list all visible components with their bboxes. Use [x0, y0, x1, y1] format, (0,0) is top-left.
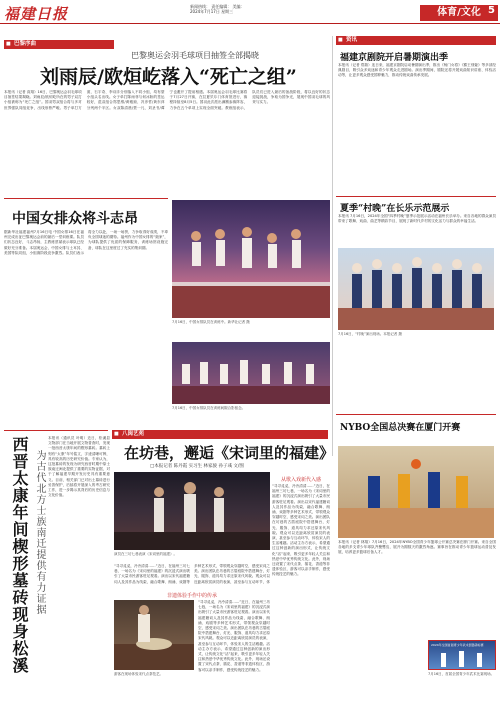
news3-title: NYBO全国总决赛在厦门开赛	[340, 423, 461, 433]
masthead	[0, 0, 500, 24]
tea-photo	[114, 600, 194, 670]
section-rule	[4, 198, 168, 199]
village-gala-photo	[338, 248, 494, 330]
header-meta-line1: 新闻热线： 责任编辑： 美编：	[190, 4, 245, 9]
tag-news: ■ 资讯	[336, 36, 496, 45]
basketball-photo	[338, 446, 494, 538]
page-number: 5	[488, 5, 495, 16]
feature-byline: □本报记者 陈丹霞 实习生 林家骏 孙子彧 文/图	[150, 464, 244, 469]
header-date: 2024年7月17日 星期三	[190, 9, 234, 14]
lead-article-body: 本报讯（记者 高翔）16日，巴黎奥运会羽毛球项目抽签结果揭晓。刘雨辰/欧烜屹所在的男子双打小组被称为“死亡之组”。国羽男双组合将与多对世界强队同组竞争，出线形势严峻。男子单打方面，石宇奇、李诗沣分别落入不同小组，均有望小组头名出线。女子单打陈雨菲与何冰娇的签运较好，混双组合郑思维/黄雅琼、冯彦哲/黄东萍分列两个半区。女双陈清晨/贾一凡、刘圣书/谭宁也避开了提前相遇。本届奥运会羽毛球比赛将于7月27日开赛，在拉夏贝尔门体育馆进行，赛程持续至8月5日。国羽此次派出满额参赛阵容，力争在五个单项上实现全面突破。教练组表示，队员们已进入最后的备战阶段，将以良好的状态迎接挑战，争取为国争光，展现中国羽毛球的风采与实力。	[4, 90, 330, 110]
village-gala-illustration	[338, 248, 494, 330]
column-divider	[332, 36, 333, 456]
news1-title: 福建京剧院开启暑期演出季	[340, 53, 449, 63]
news-rule-1	[336, 196, 496, 197]
wushu-photo	[428, 640, 496, 670]
section-label	[420, 5, 498, 21]
volleyball-photo-caption: 7月16日，中国女排队员在训练中。新华社记者 摄	[172, 320, 250, 324]
section-name: 体育/文化	[437, 7, 481, 18]
athletes-illustration	[172, 200, 330, 318]
header-meta	[190, 4, 245, 14]
volleyball-article-body: 据新华社福建福州7月16日电 中国女排16日在福州完成出征巴黎奥运会前的最后一堂训练课。队员们状态良好，斗志昂扬，主教练蔡斌表示球队已经做好充分准备。本届奥运会，中国女排与土耳其、美国等队同组，小组赛阶段竞争激烈。队员们表示将全力以赴，一场一场拼，力争取得好成绩，不辜负全国球迷的期待。福州作为中国女排的“娘家”，为球队提供了优质的保障服务，训练场馆设施完备，球队在这里度过了充实的集训期。	[4, 230, 168, 255]
feature-subhead-1: 从歌入戏新代入感	[280, 477, 321, 483]
performance-illustration	[114, 472, 270, 550]
feature-title: 在坊巷，邂逅《宋词里的福建》	[124, 444, 335, 462]
lead-subtitle: 巴黎奥运会羽毛球项目抽签全部揭晓	[131, 51, 259, 60]
tea-caption: 游客在现场体验宋代点茶技艺。	[114, 672, 163, 676]
team-illustration	[172, 342, 330, 404]
side-story-title: 西晋太康年间楔形墓砖现身松溪	[10, 436, 29, 674]
side-story-body: 本报讯（通讯员 叶明）近日，松溪县文物部门在当地开展文物普查时，发现一批西晋太康年间的楔形墓砖。墓砖上刻有“太康”年号铭文，字迹清晰可辨，具有较高的历史研究价值。专家认为，这批墓砖的发现为研究西晋时期中原士族南迁闽北提供了重要的实物证据，对于了解福建早期开发历史具有重要意义。目前，相关部门已对出土墓砖进行妥善保护，后续将开展深入的考古研究工作，进一步揭示其背后的历史信息与文化价值。	[48, 436, 110, 498]
tag-art: ■ 八闽艺苑	[112, 430, 328, 439]
wushu-caption: 7月16日，首届全国青少年武术比赛现场。	[428, 672, 495, 676]
performance-photo	[114, 472, 270, 550]
feature-subhead-2: 非遗体验手作中的传承	[166, 593, 217, 599]
news-rule-2	[336, 414, 496, 415]
news2-body: 本报讯 7月16日，2024年全国“四季村晚”夏季示范展示活动在福州长乐举办。来自各地的群众演员带来了歌舞、戏曲、曲艺等精彩节目，展现了新时代乡村的文化活力与群众的幸福生活。	[338, 214, 496, 224]
lead-title: 刘雨辰/欧烜屹落入“死亡之组”	[40, 66, 297, 88]
side-story-subtitle: 为古代北方士族南迁提供有力证据	[34, 450, 45, 615]
wushu-illustration	[429, 641, 496, 670]
tea-illustration	[114, 600, 194, 670]
news3-body: 本报讯（记者 林翔）7月16日，2024年NYBO全国青少年篮球公开赛总决赛在厦门开赛。来自全国各地的多支青少年球队齐聚鹭岛，展开为期数天的激烈角逐。赛事旨在推动青少年篮球运动普及发展，培养更多篮球后备人才。	[338, 540, 496, 555]
newspaper-logo: 福建日报	[4, 5, 69, 23]
feature-body-right: “寻寻觅觅，冷冷清清……”近日，在福州三坊七巷，一场名为《宋词里的福建》的沉浸式演出吸引了大量市民游客驻足观看。演出以宋代福建籍词人及其作品为线索，融合歌舞、朗诵、戏剧等多种艺术形式，带领观众穿越时空，感受宋词之美。演出团队在坊巷的古厝庭院中搭建舞台，灯光、服饰、道具均力求还原宋代风貌。观众可以近距离欣赏演员的表演，甚至参与互动环节，体验宋人的生活雅趣。活动主办方表示，希望通过这种创新的演出形式，让传统文化“活”起来，吸引更多年轻人关注和热爱中华优秀传统文化。此外，现场还设置了宋代点茶、插花、香道等非遗体验区，游客可以亲手制作，感受传统技艺的魅力。	[272, 484, 330, 577]
village-gala-caption: 7月16日，“村晚”演出现场。本报记者 摄	[338, 332, 402, 336]
volleyball-title: 中国女排众将斗志昂	[12, 211, 138, 227]
news1-body: 本报讯（记者 郑瑞）连日来，福建京剧院启动暑期演出季，推出《杨门女将》《霸王别姬》等多部经典剧目，吸引众多戏迷和青少年观众走进剧场。演出季期间，剧院还将开展戏曲知识讲座、体验活动等，让更多观众感受国粹魅力，推动传统戏曲传承发展。	[338, 63, 496, 78]
volleyball-photo	[172, 200, 330, 318]
team-photo	[172, 342, 330, 404]
side-rule	[4, 430, 108, 431]
feature-body-bottom: “寻寻觅觅，冷冷清清……”近日，在福州三坊七巷，一场名为《宋词里的福建》的沉浸式演出吸引了大量市民游客驻足观看。演出以宋代福建籍词人及其作品为线索，融合歌舞、朗诵、戏剧等多种艺术形式，带领观众穿越时空，感受宋词之美。演出团队在坊巷的古厝庭院中搭建舞台，灯光、服饰、道具均力求还原宋代风貌。观众可以近距离欣赏演员的表演，甚至参与互动环节，体验宋人的生活雅趣。活动主办方表示，希望通过这种创新的演出形式，让传统文化“活”起来，吸引更多年轻人关注和热爱中华优秀传统文化。此外，现场还设置了宋代点茶、插花、香道等非遗体验区，游客可以亲手制作，感受传统技艺的魅力。	[198, 600, 270, 672]
tag-bayou: ■ 巴黎序曲	[4, 40, 114, 49]
team-photo-caption: 7月16日，中国女排队员在训练间隙合影留念。	[172, 406, 246, 410]
feature-body-left: “寻寻觅觅，冷冷清清……”近日，在福州三坊七巷，一场名为《宋词里的福建》的沉浸式演出吸引了大量市民游客驻足观看。演出以宋代福建籍词人及其作品为线索，融合歌舞、朗诵、戏剧等多种艺术形式，带领观众穿越时空，感受宋词之美。演出团队在坊巷的古厝庭院中搭建舞台，灯光、服饰、道具均力求还原宋代风貌。观众可以近距离欣赏演员的表演，甚至参与互动环节，体	[114, 564, 270, 584]
performance-caption: 演员在三坊七巷表演《宋词里的福建》。	[114, 552, 177, 556]
basketball-illustration	[338, 446, 494, 538]
wushu-banner: 2024年全国首届青少年武术套路锦标赛	[431, 643, 484, 647]
news2-title: 夏季“村晚”在长乐示范展示	[340, 204, 450, 214]
